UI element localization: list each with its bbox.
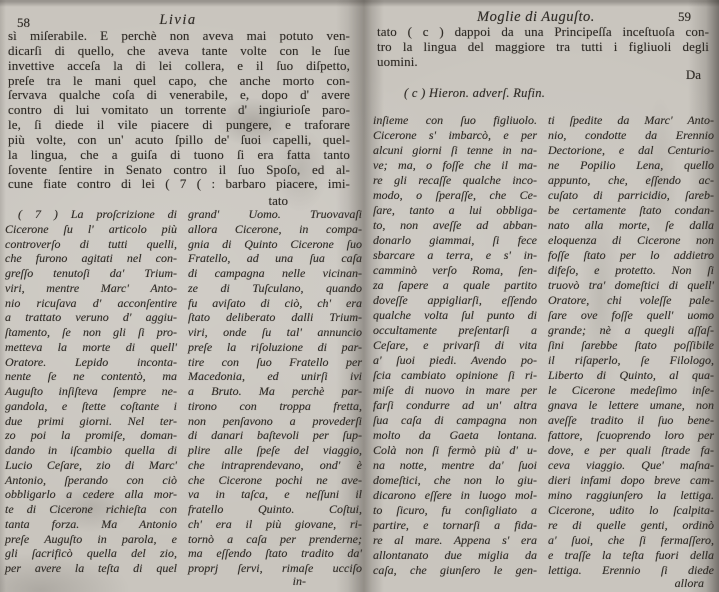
right-footnote-column-2 bbox=[548, 113, 714, 578]
left-page-body-text bbox=[8, 29, 350, 192]
right-running-title: Moglie di Auguſto. bbox=[477, 9, 595, 25]
footnote-text-line: ſtamento, ſe non gli ſi pro- bbox=[5, 325, 177, 339]
right-page-body-text bbox=[377, 24, 709, 69]
footnote-text-line: tirono con troppa fretta, bbox=[188, 398, 362, 413]
footnote-text-line: per avere la teſta di quel bbox=[5, 561, 177, 575]
footnote-text-line: allontanato due miglia da bbox=[373, 548, 537, 562]
footnote-text-line: te di Cicerone richieſta con bbox=[5, 502, 177, 516]
body-text-line: sì miſerabile. E perchè non aveva mai potuto ven- bbox=[8, 28, 350, 43]
footnote-text-line: miſe di nuovo in mare per bbox=[373, 383, 537, 397]
body-text-line: cune fiate contro di lei ( 7 ( : barbaro piacere, imi- bbox=[8, 176, 350, 192]
footnote-text-line: domeſtici, che non lo giu- bbox=[373, 473, 537, 487]
footnote-text-line: Ceſare, e privarſi di vita bbox=[373, 338, 537, 352]
footnote-text-line: nente ſe ne contentò, ma bbox=[5, 369, 177, 384]
footnote-text-line: truovò tra' domeſtici di quell' bbox=[548, 278, 714, 292]
footnote-text-line: Cicerone s' imbarcò, e per bbox=[373, 128, 537, 142]
footnote-text-line: ma eſſendo ſtato tradito da' bbox=[188, 546, 362, 561]
footnote-text-line: ne Popilio Lena, quello bbox=[548, 158, 714, 172]
footnote-text-line: ti ſpedite da Marc' Anto- bbox=[548, 113, 714, 127]
footnote-text-line: preſe la riſoluzione di par- bbox=[188, 339, 362, 354]
left-running-title: Livia bbox=[159, 12, 197, 28]
footnote-text-line: inſieme con ſuo figliuolo. bbox=[373, 113, 537, 127]
body-text-line: più volte, con un' acuto ſpillo de' ſuoi capelli, quel- bbox=[8, 131, 350, 147]
footnote-text-line: che Cicerone pochi ne ave- bbox=[188, 472, 362, 487]
footnote-text-line: Cicerone, udito lo ſcalpita- bbox=[548, 503, 714, 517]
footnote-text-line: gli ſacrificò quella del zio, bbox=[5, 546, 177, 561]
footnote-text-line: na notte, mentre da' ſuoi bbox=[373, 458, 537, 472]
footnote-text-line: proprj ſervi, rimaſe ucciſo bbox=[188, 561, 362, 575]
footnote-text-line: appunto, che, eſſendo ac- bbox=[548, 173, 714, 187]
left-page-number: 58 bbox=[17, 15, 30, 30]
footnote-text-line: Colà non ſi fermò più d' u- bbox=[373, 443, 537, 457]
footnote-text-line: ve; ma, o foſſe che il ma- bbox=[373, 158, 537, 172]
footnote-text-line: preſe Auguſto in parola, e bbox=[5, 531, 177, 546]
footnote-text-line: ſcia cambiato opinione ſi ri- bbox=[373, 368, 537, 382]
footnote-text-line: Liberto di Quinto, al qua- bbox=[548, 368, 714, 382]
footnote-text-line: tornò a caſa per prenderne; bbox=[188, 531, 362, 546]
footnote-text-line: a' ſuoi, che ſi fermaſſero, bbox=[548, 533, 714, 547]
footnote-text-line: Cicerone ſu l' articolo più bbox=[5, 221, 177, 236]
right-page-number: 59 bbox=[678, 9, 691, 24]
footnote-text-line: ſtato deliberato dalli Trium- bbox=[188, 310, 362, 325]
footnote-text-line: sbarcare a terra, e s' in- bbox=[373, 248, 537, 262]
footnote-text-line: a' ſuoi piedi. Avendo po- bbox=[373, 353, 537, 367]
footnote-text-line: ſare, tanto a lui obbliga- bbox=[373, 203, 537, 217]
left-footnote-column-2 bbox=[188, 207, 362, 576]
footnote-text-line: partire, e tornarſi a fida- bbox=[373, 518, 537, 532]
footnote-text-line: ceva viaggio. Que' maſna- bbox=[548, 458, 714, 472]
body-text-line: tro la lingua del maggiore tra tutti i figliuoli degli bbox=[377, 39, 709, 54]
body-text-line: preſe tra le mani quel capo, che anche morto con- bbox=[8, 72, 350, 88]
footnote-text-line: che furono agitati nel con- bbox=[5, 251, 177, 266]
footnote-text-line: ſua caſa di campagna non bbox=[373, 413, 537, 427]
footnote-text-line: farſi condurre ad un' altra bbox=[373, 398, 537, 412]
footnote-citation: ( c ) Hieron. adverſ. Rufin. bbox=[404, 86, 546, 100]
footnote-text-line: re di quelle genti, ordinò bbox=[548, 518, 714, 532]
footnote-text-line: Oratore, chi voleſſe pale- bbox=[548, 293, 714, 307]
footnote-text-line: Antonio, ſperando con ciò bbox=[5, 472, 177, 487]
footnote-text-line: ch' era il più giovane, ri- bbox=[188, 516, 362, 531]
footnote-text-line: molto da Gaeta lontana. bbox=[373, 428, 537, 442]
footnote-text-line: Lucio Ceſare, zio di Marc' bbox=[5, 457, 177, 472]
footnote-text-line: e traſſe la teſta fuori della bbox=[548, 548, 714, 562]
body-text-line: invettive acceſa la di lei collera, e il ſuo diſpetto, bbox=[8, 57, 350, 73]
footnote-text-line: fratello Quinto. Coſtui, bbox=[188, 502, 362, 516]
footnote-text-line: le Cicerone medeſimo inſe- bbox=[548, 383, 714, 397]
footnote-text-line: nato alla morte, ſe dalla bbox=[548, 218, 714, 232]
footnote-text-line: dove, e per quali ſtrade fa- bbox=[548, 443, 714, 457]
footnote-text-line: Oratore. Lepido inconta- bbox=[5, 354, 177, 369]
right-page-catchword: Da bbox=[685, 67, 701, 82]
left-footnote-column-1 bbox=[5, 207, 177, 576]
footnote-text-line: ze di Tuſculano, quando bbox=[188, 280, 362, 295]
footnote-text-line: gandola, e ſtette coſtante i bbox=[5, 398, 177, 413]
footnote-text-line: eloquenza di Cicerone non bbox=[548, 233, 714, 247]
footnote-text-line: camminò verſo Roma, ſen- bbox=[373, 263, 537, 277]
footnote-text-line: re gli recaſſe qualche inco- bbox=[373, 173, 537, 187]
body-text-line: tato ( c ) dappoi da una Principeſſa inceſtuoſa con- bbox=[377, 24, 709, 39]
footnote-text-line: che intraprendevano, ond' è bbox=[188, 457, 362, 472]
body-text-line: le, ſi diede il vile piacere di pungere, e traforare bbox=[8, 117, 350, 133]
footnote-text-line: ſare ove foſſe quell' uomo bbox=[548, 308, 714, 322]
footnote-text-line: modo, o ſperaſſe, che Ce- bbox=[373, 188, 537, 202]
footnote-text-line: due primi giorni. Nel ter- bbox=[5, 413, 177, 428]
footnote-text-line: a trattato veruno d' aggiu- bbox=[5, 310, 177, 325]
footnote-text-line: mino raggiunſero la lettiga. bbox=[548, 488, 714, 502]
footnote-text-line: gnava le lettere umane, non bbox=[548, 398, 714, 412]
footnote-text-line: il riſaperlo, ſe Filologo, bbox=[548, 353, 714, 367]
body-text-line: ſovente ſentire in Senato contro il ſuo Spoſo, ed al- bbox=[8, 161, 350, 177]
footnote-text-line: Fratello, ad una ſua caſa bbox=[188, 251, 362, 266]
footnote-text-line: aveſſe tradito il ſuo bene- bbox=[548, 413, 714, 427]
footnote-text-line: lettiga. Erennio ſi diede bbox=[548, 563, 714, 577]
footnote-text-line: Auguſto inſiſteva ſempre ne- bbox=[5, 384, 177, 398]
footnote-text-line: to ſicuro, fu conſigliato a bbox=[373, 503, 537, 517]
footnote-text-line: grande; nè a quegli aſſaſ- bbox=[548, 323, 714, 337]
body-text-line: la lingua, che a guiſa di tuono ſi era fatta tanto bbox=[8, 146, 350, 162]
footnote-text-line: controverſo di tutti quelli, bbox=[5, 236, 177, 251]
footnote-text-line: dieri infami dopo breve cam- bbox=[548, 473, 714, 487]
footnote-text-line: fu aviſato di ciò, ch' era bbox=[188, 295, 362, 310]
left-footnote-catchword: in- bbox=[292, 574, 306, 588]
footnote-text-line: ( 7 ) La proſcrizione di bbox=[18, 207, 177, 221]
body-text-line: uomini. bbox=[377, 54, 418, 69]
right-footnote-catchword: allora bbox=[674, 576, 704, 590]
footnote-text-line: Macedonia, ed unirſi ivi bbox=[188, 369, 362, 384]
footnote-text-line: gnia di Quinto Cicerone ſuo bbox=[188, 236, 362, 251]
body-text-line: dicarſi di quello, che aveva tante volte con le ſue bbox=[8, 42, 350, 58]
footnote-text-line: ſini ſarebbe ſtato poſſibile bbox=[548, 338, 714, 352]
footnote-text-line: grand' Uomo. Truovavaſi bbox=[188, 207, 362, 221]
body-text-line: ſervava qualche coſa di venerabile, e, dopo d' avere bbox=[8, 87, 350, 103]
footnote-text-line: tanta forza. Ma Antonio bbox=[5, 516, 177, 531]
footnote-text-line: viri, mentre Marc' Anto- bbox=[5, 280, 177, 295]
footnote-text-line: donarlo giammai, ſi fece bbox=[373, 233, 537, 247]
footnote-text-line: non penſavono a provederſi bbox=[188, 413, 362, 428]
footnote-text-line: be certamente ſtato condan- bbox=[548, 203, 714, 217]
footnote-text-line: metteva la morte di quell' bbox=[5, 339, 177, 354]
footnote-text-line: doveſſe appigliarſi, eſſendo bbox=[373, 293, 537, 307]
body-text-line: contro di lui vomitato un torrente d' ingiurioſe paro- bbox=[8, 102, 350, 118]
footnote-text-line: za ſapere a quale partito bbox=[373, 278, 537, 292]
footnote-text-line: viri, onde ſu tal' annuncio bbox=[188, 325, 362, 339]
right-footnote-column-1 bbox=[373, 113, 537, 578]
footnote-text-line: greſſo tenutoſi da' Trium- bbox=[5, 266, 177, 280]
left-page-catchword: tato bbox=[268, 193, 288, 208]
footnote-text-line: tire con ſuo Fratello per bbox=[188, 354, 362, 369]
footnote-text-line: to, non aveſſe ad abban- bbox=[373, 218, 537, 232]
footnote-text-line: re al mare. Appena s' era bbox=[373, 533, 537, 547]
footnote-text-line: di campagna nelle vicinan- bbox=[188, 266, 362, 280]
footnote-text-line: plire alle ſpeſe del viaggio, bbox=[188, 443, 362, 457]
footnote-text-line: caſa, che giunſero le gen- bbox=[373, 563, 537, 577]
footnote-text-line: allora Cicerone, in compa- bbox=[188, 221, 362, 236]
footnote-text-line: dando in iſcambio quella di bbox=[5, 443, 177, 457]
footnote-text-line: cuſato di parricidio, ſareb- bbox=[548, 188, 714, 202]
footnote-text-line: obbligarlo a cedere alla mor- bbox=[5, 487, 177, 502]
footnote-text-line: di danari baſtevoli per ſup- bbox=[188, 428, 362, 443]
footnote-text-line: fattore, ſcuoprendo loro per bbox=[548, 428, 714, 442]
footnote-text-line: Dectorione, e dal Centurio- bbox=[548, 143, 714, 157]
footnote-text-line: alcuni giorni ſi tenne in na- bbox=[373, 143, 537, 157]
footnote-text-line: nio, condotte da Erennio bbox=[548, 128, 714, 142]
footnote-text-line: nio ricuſava d' acconſentire bbox=[5, 295, 177, 310]
footnote-text-line: qualche volta ſul punto di bbox=[373, 308, 537, 322]
footnote-text-line: occultamente preſentarſi a bbox=[373, 323, 537, 337]
footnote-text-line: va in taſca, e neſſuni il bbox=[188, 487, 362, 502]
footnote-text-line: difeſo, e protetto. Non ſi bbox=[548, 263, 714, 277]
footnote-text-line: foſſe ſtato per lo addietro bbox=[548, 248, 714, 262]
footnote-text-line: dicarono eſſere in luogo mol- bbox=[373, 488, 537, 502]
footnote-text-line: a Bruto. Ma perchè par- bbox=[188, 384, 362, 398]
footnote-text-line: zo poi la promiſe, doman- bbox=[5, 428, 177, 443]
